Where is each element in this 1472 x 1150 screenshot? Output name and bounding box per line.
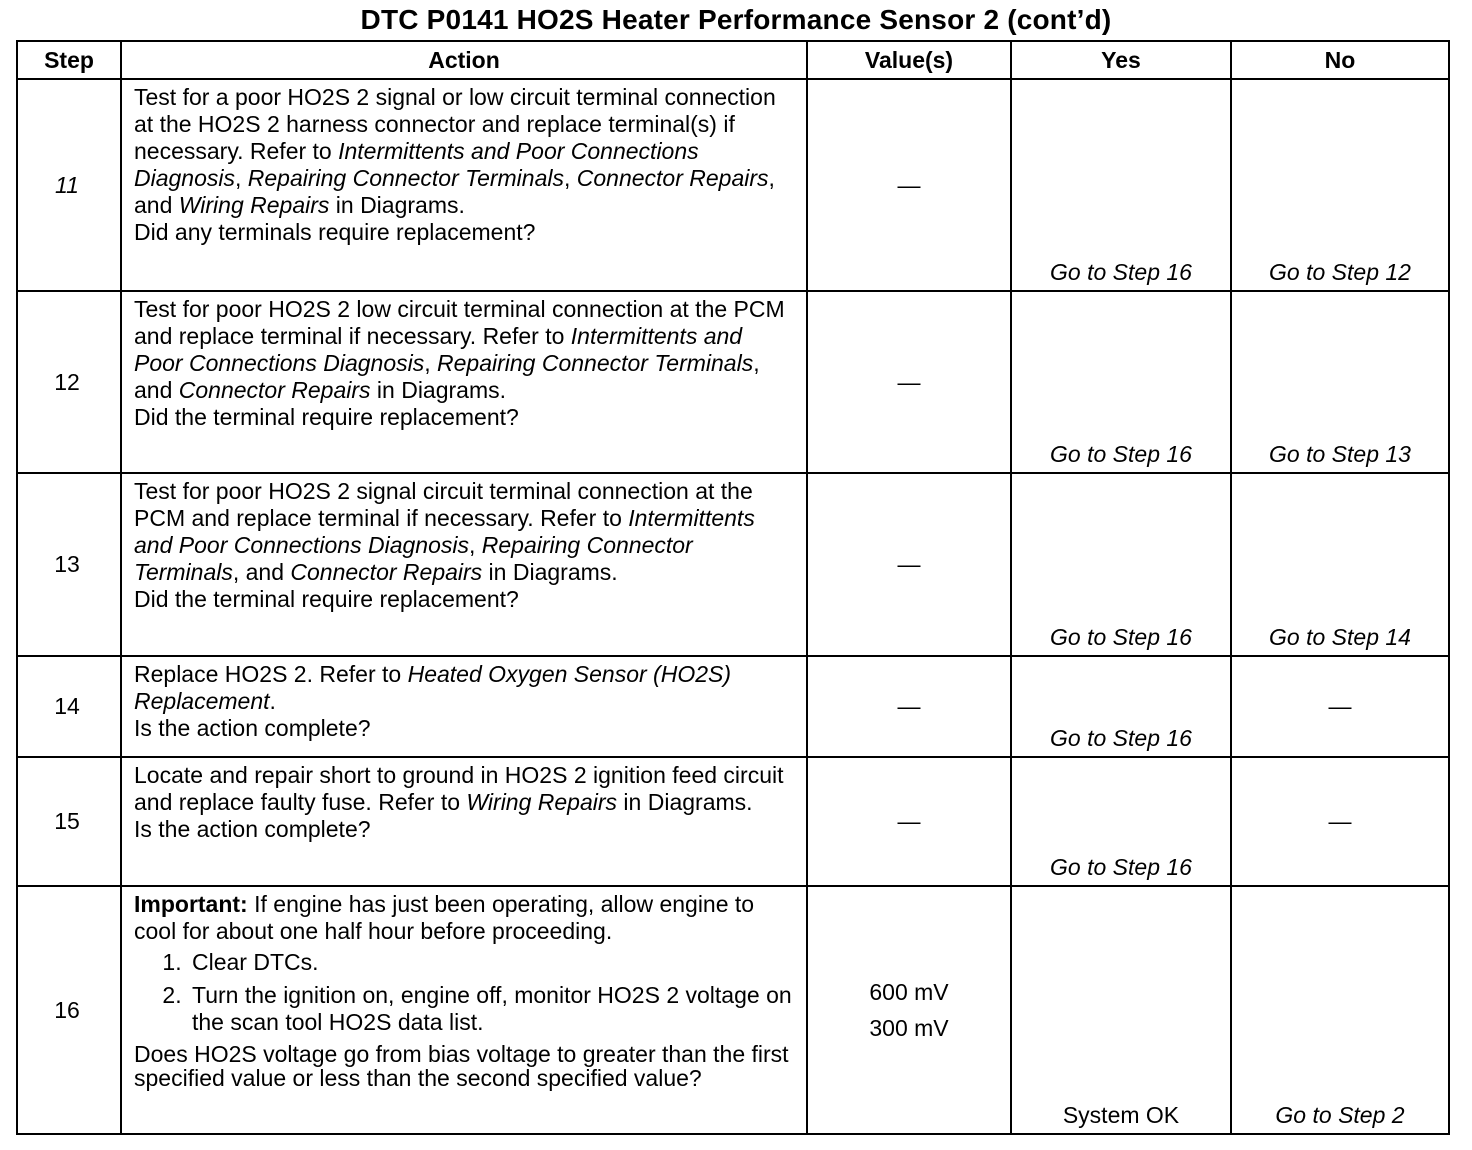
page-title: DTC P0141 HO2S Heater Performance Sensor 2 (cont’d) bbox=[360, 4, 1112, 35]
yes-cell: System OK bbox=[1011, 886, 1231, 1134]
action-text bbox=[134, 661, 731, 714]
action-cell bbox=[121, 757, 807, 886]
no-cell: Go to Step 2 bbox=[1231, 886, 1449, 1134]
action-text-segment: , bbox=[424, 350, 437, 376]
action-text bbox=[134, 762, 784, 815]
table-row-16 bbox=[17, 886, 1449, 1134]
no-cell: — bbox=[1231, 656, 1449, 757]
action-text bbox=[134, 478, 755, 585]
action-text-segment: in Diagrams. bbox=[617, 789, 753, 815]
table-row-13 bbox=[17, 473, 1449, 656]
list-item: 1. Clear DTCs. bbox=[188, 949, 794, 976]
important-label: Important: bbox=[134, 891, 248, 917]
header-yes: Yes bbox=[1011, 41, 1231, 79]
step-number: 11 bbox=[17, 79, 121, 291]
value-cell: — bbox=[807, 79, 1011, 291]
action-text-segment: in Diagrams. bbox=[370, 377, 507, 403]
action-cell bbox=[121, 473, 807, 656]
step-number: 14 bbox=[17, 656, 121, 757]
reference-link-text: Connector Repairs bbox=[178, 377, 371, 403]
action-text-segment: Replace HO2S 2. Refer to bbox=[134, 661, 408, 687]
question-text: Did any terminals require replacement? bbox=[134, 219, 536, 245]
diagnostic-table bbox=[16, 40, 1450, 1135]
action-cell bbox=[121, 79, 807, 291]
action-text-segment: Test for a poor HO2S 2 signal or low circuit terminal connection at the HO2S 2 harness connector and replace terminal(s) if necessary. Refer to bbox=[134, 84, 776, 164]
reference-link-text: Intermittents and Poor Connections Diagnosis bbox=[134, 138, 699, 191]
yes-cell: Go to Step 16 bbox=[1011, 79, 1231, 291]
action-text-segment: in Diagrams. bbox=[482, 559, 618, 585]
action-text-segment: , bbox=[235, 165, 248, 191]
header-step: Step bbox=[17, 41, 121, 79]
action-text-segment: , and bbox=[232, 559, 291, 585]
step-number: 15 bbox=[17, 757, 121, 886]
question-text: Is the action complete? bbox=[134, 715, 371, 741]
action-text-segment: Test for poor HO2S 2 low circuit terminal connection at the PCM and replace terminal if necessary. Refer to bbox=[134, 296, 785, 349]
reference-link-text: Repairing Connector Terminals bbox=[134, 532, 693, 585]
action-text bbox=[134, 296, 785, 403]
no-cell: Go to Step 12 bbox=[1231, 79, 1449, 291]
question-text: Did the terminal require replacement? bbox=[134, 586, 519, 612]
header-no: No bbox=[1231, 41, 1449, 79]
action-text-segment: Test for poor HO2S 2 signal circuit terminal connection at the PCM and replace terminal if necessary. Refer to bbox=[134, 478, 753, 531]
reference-link-text: Intermittents and Poor Connections Diagnosis bbox=[134, 505, 755, 558]
step-number: 16 bbox=[17, 886, 121, 1134]
step-number: 12 bbox=[17, 291, 121, 473]
table-row-14 bbox=[17, 656, 1449, 757]
question-text: Did the terminal require replacement? bbox=[134, 404, 519, 430]
action-cell bbox=[121, 656, 807, 757]
action-text-segment: , bbox=[468, 532, 482, 558]
no-cell: — bbox=[1231, 757, 1449, 886]
table-row-11 bbox=[17, 79, 1449, 291]
action-text-segment: Locate and repair short to ground in HO2S 2 ignition feed circuit and replace faulty fuse. Refer to bbox=[134, 762, 784, 815]
header-action: Action bbox=[121, 41, 807, 79]
reference-link-text: Repairing Connector Terminals bbox=[437, 350, 754, 376]
action-cell bbox=[121, 886, 807, 1134]
table-row-12 bbox=[17, 291, 1449, 473]
value-cell bbox=[807, 886, 1011, 1134]
header-values: Value(s) bbox=[807, 41, 1011, 79]
action-text bbox=[134, 84, 776, 218]
value-first: 600 mV bbox=[869, 979, 949, 1005]
action-text-segment: in Diagrams. bbox=[329, 192, 465, 218]
reference-link-text: Connector Repairs bbox=[576, 165, 769, 191]
action-text-segment: , and bbox=[134, 165, 775, 218]
value-second: 300 mV bbox=[869, 1015, 949, 1041]
reference-link-text: Wiring Repairs bbox=[466, 789, 618, 815]
yes-cell: Go to Step 16 bbox=[1011, 757, 1231, 886]
yes-cell: Go to Step 16 bbox=[1011, 473, 1231, 656]
header-row bbox=[17, 41, 1449, 79]
action-steps-list bbox=[134, 949, 794, 1036]
list-item: 2. Turn the ignition on, engine off, monitor HO2S 2 voltage on the scan tool HO2S data list. bbox=[188, 982, 794, 1036]
table-row-15 bbox=[17, 757, 1449, 886]
reference-link-text: Connector Repairs bbox=[290, 559, 483, 585]
value-cell: — bbox=[807, 473, 1011, 656]
value-cell: — bbox=[807, 656, 1011, 757]
action-text-segment: , and bbox=[134, 350, 760, 403]
no-cell: Go to Step 13 bbox=[1231, 291, 1449, 473]
step-number: 13 bbox=[17, 473, 121, 656]
question-text: Is the action complete? bbox=[134, 816, 371, 842]
question-text: Does HO2S voltage go from bias voltage to greater than the first specified value or less than the second specified value? bbox=[134, 1041, 789, 1091]
reference-link-text: Intermittents and Poor Connections Diagnosis bbox=[134, 323, 743, 376]
important-note bbox=[134, 891, 794, 945]
reference-link-text: Heated Oxygen Sensor (HO2S) Replacement bbox=[134, 661, 732, 714]
action-text-segment: , bbox=[563, 165, 577, 191]
value-cell: — bbox=[807, 291, 1011, 473]
action-text-segment: . bbox=[269, 688, 276, 714]
important-text: If engine has just been operating, allow engine to cool for about one half hour before proceeding. bbox=[134, 891, 755, 944]
reference-link-text: Repairing Connector Terminals bbox=[247, 165, 564, 191]
value-cell: — bbox=[807, 757, 1011, 886]
no-cell: Go to Step 14 bbox=[1231, 473, 1449, 656]
reference-link-text: Wiring Repairs bbox=[178, 192, 330, 218]
yes-cell: Go to Step 16 bbox=[1011, 291, 1231, 473]
yes-cell: Go to Step 16 bbox=[1011, 656, 1231, 757]
action-cell bbox=[121, 291, 807, 473]
